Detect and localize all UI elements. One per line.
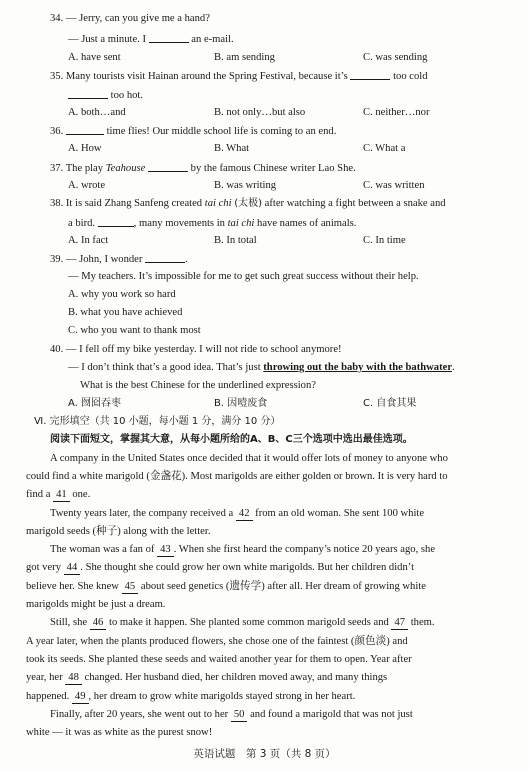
passage-line: Still, she 46 to make it happen. She planted some common marigold seeds and 47 them. xyxy=(50,617,435,628)
q37-option-c: C. was written xyxy=(363,180,425,191)
blank-49: 49 xyxy=(72,690,89,704)
q36-option-b: B. What xyxy=(214,143,250,154)
q35-line2: too hot. xyxy=(68,88,143,102)
q40-option-c: C. 自食其果 xyxy=(363,398,417,409)
passage-line: year, her 48 changed. Her husband died, her children moved away, and many things xyxy=(26,672,388,683)
q40-stem: 40. — I fell off my bike yesterday. I will not ride to school anymore! xyxy=(50,344,342,355)
q38-blank xyxy=(98,216,134,227)
blank-47: 47 xyxy=(391,616,408,630)
blank-46: 46 xyxy=(90,616,107,630)
q40-option-a: A. 囫囵吞枣 xyxy=(68,398,122,409)
q37-stem: 37. The play Teahouse by the famous Chinese writer Lao She. xyxy=(50,163,356,174)
q35-option-c: C. neither…nor xyxy=(363,107,430,118)
q38-stem: 38. It is said Zhang Sanfeng created tai chi (太极) after watching a fight between a snake and xyxy=(50,198,446,209)
passage-line: took its seeds. She planted these seeds and waited another year for them to open. Year after xyxy=(26,654,412,665)
q37-blank xyxy=(148,161,188,172)
q34-line2: — Just a minute. I an e-mail. xyxy=(68,34,234,45)
passage-line: find a 41 one. xyxy=(26,489,91,500)
q39-option-c: C. who you want to thank most xyxy=(68,325,201,336)
blank-50: 50 xyxy=(231,708,248,722)
q39-blank xyxy=(145,252,185,263)
page-footer: 英语试题 第 3 页（共 8 页） xyxy=(193,748,336,760)
q37-option-a: A. wrote xyxy=(68,180,106,191)
q40-option-b: B. 因噎废食 xyxy=(214,398,268,409)
q35-option-a: A. both…and xyxy=(68,107,126,118)
passage-line: marigold seeds (种子) along with the letter. xyxy=(26,526,211,537)
q34-option-b: B. am sending xyxy=(214,52,275,63)
passage-line: Finally, after 20 years, she went out to her 50 and found a marigold that was not just xyxy=(50,709,413,720)
q39-option-a: A. why you work so hard xyxy=(68,289,176,300)
q35-blank-2 xyxy=(68,88,108,99)
blank-48: 48 xyxy=(65,671,82,685)
q36-stem: 36. time flies! Our middle school life is coming to an end. xyxy=(50,126,337,137)
q36-option-a: A. How xyxy=(68,143,102,154)
q39-option-b: B. what you have achieved xyxy=(68,307,183,318)
q34-stem: 34. — Jerry, can you give me a hand? xyxy=(50,13,210,24)
blank-42: 42 xyxy=(236,507,253,521)
q40-reply: — I don’t think that’s a good idea. That’s just throwing out the baby with the bathwater. xyxy=(68,362,455,373)
q39-reply: — My teachers. It’s impossible for me to get such great success without their help. xyxy=(68,271,419,282)
q39-stem: 39. — John, I wonder . xyxy=(50,254,188,265)
q38-option-b: B. In total xyxy=(214,235,257,246)
blank-45: 45 xyxy=(122,580,139,594)
passage-line: A company in the United States once decided that it would offer lots of money to anyone who xyxy=(50,453,448,464)
q34-option-a: A. have sent xyxy=(68,52,121,63)
q38-option-a: A. In fact xyxy=(68,235,109,246)
q40-underlined-expression: throwing out the baby with the bathwater xyxy=(263,362,453,373)
passage-line: happened. 49 , her dream to grow white marigolds stayed strong in her heart. xyxy=(26,691,356,702)
blank-44: 44 xyxy=(64,561,81,575)
q34-blank xyxy=(149,32,189,43)
section-heading: Ⅵ. 完形填空（共 10 小题，每小题 1 分，满分 10 分） xyxy=(34,416,281,427)
q36-option-c: C. What a xyxy=(363,143,406,154)
passage-line: marigolds might be just a dream. xyxy=(26,599,166,610)
passage-line: Twenty years later, the company received a 42 from an old woman. She sent 100 white xyxy=(50,508,425,519)
q35-blank-1 xyxy=(350,69,390,80)
q37-option-b: B. was writing xyxy=(214,180,277,191)
passage-line: The woman was a fan of 43 . When she first heard the company’s notice 20 years ago, she xyxy=(50,544,436,555)
q36-blank xyxy=(66,124,104,135)
section-instruction: 阅读下面短文，掌握其大意，从每小题所给的A、B、C三个选项中选出最佳选项。 xyxy=(50,434,413,445)
blank-41: 41 xyxy=(53,488,70,502)
passage-line: A year later, when the plants produced flowers, she chose one of the faintest (颜色淡) and xyxy=(26,636,408,647)
passage-line: got very 44 . She thought she could grow her own white marigolds. But her children didn’t xyxy=(26,562,415,573)
blank-43: 43 xyxy=(157,543,174,557)
q34-option-c: C. was sending xyxy=(363,52,428,63)
q35-stem: 35. Many tourists visit Hainan around the Spring Festival, because it’s too cold xyxy=(50,71,428,82)
q40-question: What is the best Chinese for the underlined expression? xyxy=(80,380,316,391)
q38-line2: a bird. , many movements in tai chi have names of animals. xyxy=(68,218,357,229)
q35-option-b: B. not only…but also xyxy=(214,107,306,118)
passage-line: believe her. She knew 45 about seed genetics (遗传学) after all. Her dream of growing white xyxy=(26,581,426,592)
passage-line: could find a white marigold (金盏花). Most marigolds are either golden or brown. It is very hard to xyxy=(26,471,448,482)
q38-option-c: C. In time xyxy=(363,235,406,246)
passage-line: white — it was as white as the purest snow! xyxy=(26,727,213,738)
